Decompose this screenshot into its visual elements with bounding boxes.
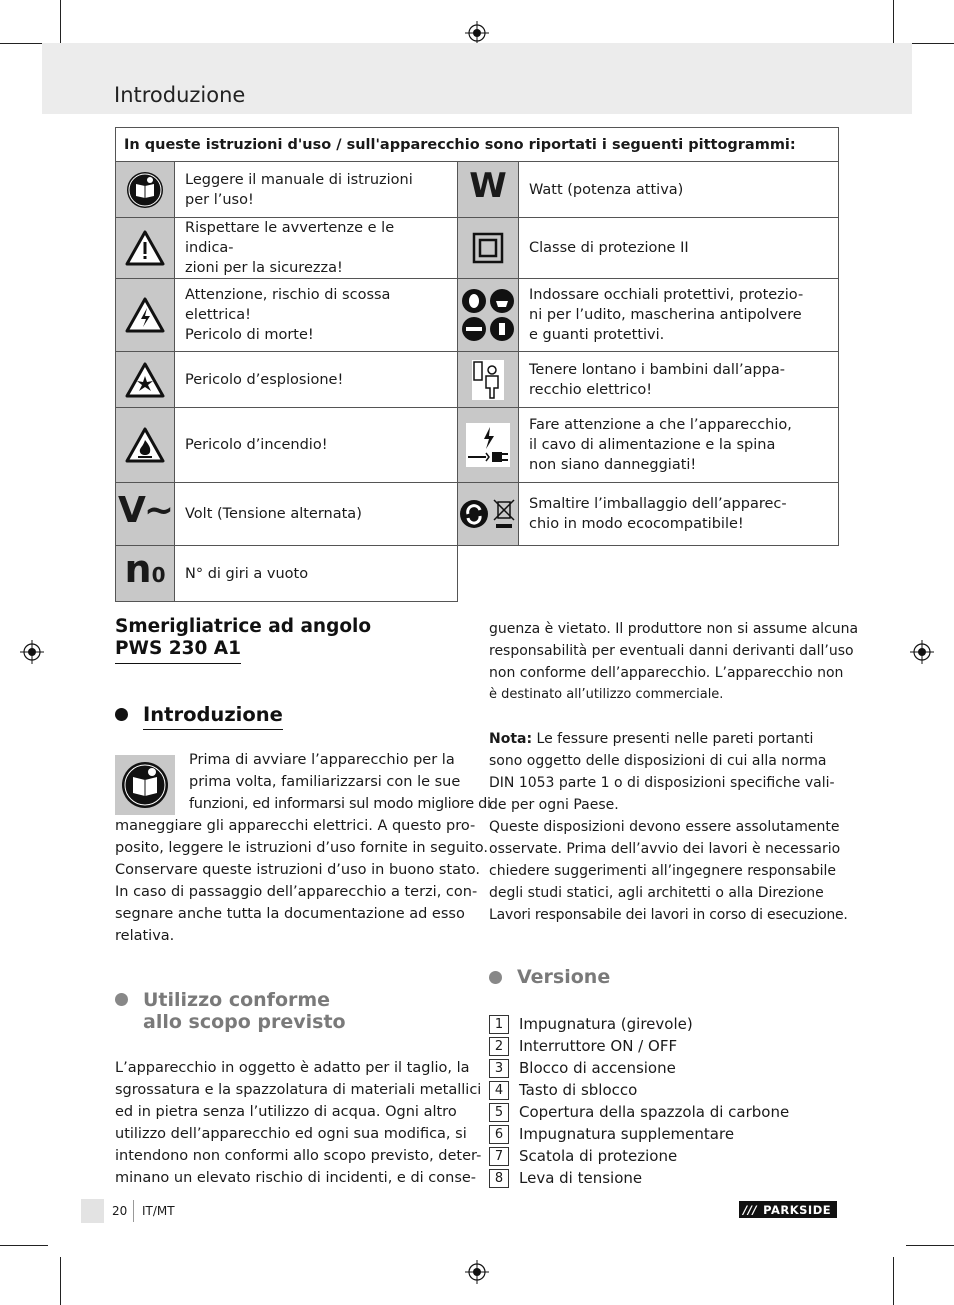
crop-mark — [906, 1245, 954, 1246]
note-text: Le fessure presenti nelle pareti portanti — [532, 731, 814, 747]
list-item — [489, 1167, 789, 1189]
item-label: Copertura della spazzola di carbone — [519, 1103, 790, 1121]
list-item — [489, 1035, 789, 1057]
table-row — [116, 546, 839, 602]
product-model: PWS 230 A1 — [115, 638, 241, 664]
right-line: Lavori responsabile dei lavori in corso di esecuzione. — [489, 907, 848, 923]
keep-children-away-icon — [458, 352, 519, 408]
crop-mark — [0, 43, 48, 44]
intro-line: prima volta, familiarizzarsi con le sue — [189, 774, 461, 790]
item-number: 4 — [489, 1081, 509, 1100]
intro-line: Prima di avviare l’apparecchio per la — [189, 752, 455, 768]
intended-use-line: L’apparecchio in oggetto è adatto per il taglio, la — [115, 1060, 470, 1076]
right-line: chiedere suggerimenti all’ingegnere responsabile — [489, 863, 837, 879]
parkside-logo — [739, 1201, 837, 1218]
language-code: IT/MT — [142, 1204, 175, 1218]
intro-line: posito, leggere le istruzioni d’uso fornite in seguito. — [115, 840, 488, 856]
intro-text — [115, 815, 488, 947]
pictogram-label: zioni per la sicurezza! — [185, 260, 343, 276]
pictogram-label: Tenere lontano i bambini dall’appa- — [529, 361, 786, 378]
crop-mark — [893, 1257, 894, 1305]
crop-mark — [60, 1257, 61, 1305]
pictogram-label: ni per l’udito, mascherina antipolvere — [529, 307, 802, 323]
item-label: Blocco di accensione — [519, 1059, 676, 1077]
crop-mark — [60, 0, 61, 48]
explosion-icon — [116, 352, 175, 408]
parts-list — [489, 1013, 789, 1189]
table-row — [116, 408, 839, 483]
intended-use-heading — [143, 989, 346, 1033]
right-line: osservate. Prima dell’avvio dei lavori è necessario — [489, 841, 841, 857]
product-title-line1: Smerigliatrice ad angolo — [115, 616, 372, 637]
item-number: 8 — [489, 1169, 509, 1188]
intro-line: relativa. — [115, 928, 175, 944]
intended-use-text — [115, 1057, 481, 1189]
intended-use-line: sgrossatura e la spazzolatura di materiali metallici — [115, 1082, 482, 1098]
right-line: sono oggetto delle disposizioni di cui alla norma — [489, 753, 827, 769]
pictogram-label: Indossare occhiali protettivi, protezio- — [529, 287, 804, 303]
pictogram-label: Smaltire l’imballaggio dell’apparec- — [529, 496, 787, 512]
list-item — [489, 1013, 789, 1035]
list-item — [489, 1057, 789, 1079]
table-heading: In queste istruzioni d'uso / sull'apparecchio sono riportati i seguenti pittogrammi: — [116, 128, 839, 162]
pictogram-label: il cavo di alimentazione e la spina — [529, 437, 776, 453]
pictogram-label: recchio elettrico! — [529, 381, 653, 398]
pictogram-label: Rispettare le avvertenze e le indica- — [185, 220, 395, 256]
fire-icon — [116, 408, 175, 483]
list-item — [489, 1101, 789, 1123]
intended-use-heading-line1: Utilizzo conforme — [143, 989, 331, 1011]
item-number: 1 — [489, 1015, 509, 1034]
intro-line: segnare anche tutta la documentazione ad esso — [115, 906, 465, 922]
item-label: Impugnatura (girevole) — [519, 1015, 693, 1033]
table-row — [116, 352, 839, 408]
list-item — [489, 1145, 789, 1167]
table-row — [116, 218, 839, 279]
note-label: Nota: — [489, 731, 533, 747]
footer-marker — [81, 1199, 104, 1223]
watt-symbol — [458, 162, 519, 218]
no-load-symbol-text: n — [124, 547, 152, 591]
intro-heading: Introduzione — [143, 703, 283, 730]
item-label: Impugnatura supplementare — [519, 1125, 735, 1143]
protection-class-ii-icon — [458, 218, 519, 279]
volt-ac-symbol — [116, 483, 175, 546]
registration-mark-icon — [465, 21, 489, 45]
intended-use-line: intendono non conformi allo scopo previsto, deter- — [115, 1148, 482, 1164]
intended-use-line: minano un elevato rischio di incidenti, e di conse- — [115, 1170, 477, 1186]
item-number: 2 — [489, 1037, 509, 1056]
registration-mark-icon — [910, 640, 934, 664]
right-line: Queste disposizioni devono essere assolutamente — [489, 819, 840, 835]
volt-symbol-text: V~ — [117, 489, 173, 531]
intro-line: funzioni, ed informarsi sul modo migliore di — [189, 796, 491, 812]
right-line: DIN 1053 parte 1 o di disposizioni specifiche vali- — [489, 775, 835, 791]
right-line: de per ogni Paese. — [489, 797, 619, 813]
page-title: Introduzione — [114, 83, 246, 107]
table-row — [116, 279, 839, 352]
crop-mark — [893, 0, 894, 48]
right-line: non conforme dell’apparecchio. L’apparecchio non — [489, 665, 844, 681]
intro-text-indented — [189, 749, 491, 815]
pictogram-label: Classe di protezione II — [529, 240, 689, 256]
pictogram-label: non siano danneggiati! — [529, 457, 697, 473]
item-number: 6 — [489, 1125, 509, 1144]
item-number: 3 — [489, 1059, 509, 1078]
logo-slashes: /// — [743, 1202, 758, 1217]
right-column-text — [489, 618, 858, 926]
bullet-icon — [489, 971, 502, 984]
footer-divider — [133, 1200, 134, 1222]
pictogram-label: Attenzione, rischio di scossa elettrica! — [185, 287, 391, 323]
electric-shock-icon — [116, 279, 175, 352]
watt-symbol-text: W — [469, 166, 507, 206]
item-label: Interruttore ON / OFF — [519, 1037, 678, 1055]
pictogram-label: Volt (Tensione alternata) — [185, 506, 362, 522]
list-item — [489, 1123, 789, 1145]
pictogram-label: e guanti protettivi. — [529, 327, 665, 343]
pictogram-label: per l’uso! — [185, 191, 254, 208]
pictogram-label: N° di giri a vuoto — [185, 565, 309, 582]
right-line: degli studi statici, agli architetti o alla Direzione — [489, 885, 824, 901]
intended-use-line: utilizzo dell’apparecchio ed ogni sua modifica, si — [115, 1126, 467, 1142]
item-label: Scatola di protezione — [519, 1147, 678, 1165]
item-number: 5 — [489, 1103, 509, 1122]
page-number: 20 — [112, 1204, 128, 1218]
no-load-speed-symbol — [116, 546, 175, 602]
recycling-icon — [458, 483, 519, 546]
item-number: 7 — [489, 1147, 509, 1166]
damaged-cable-icon — [458, 408, 519, 483]
read-manual-icon — [116, 162, 175, 218]
pictogram-label: Leggere il manuale di istruzioni — [185, 171, 413, 188]
logo-text: PARKSIDE — [763, 1202, 832, 1217]
intro-line: Conservare queste istruzioni d’uso in buono stato. — [115, 862, 480, 878]
warning-icon — [116, 218, 175, 279]
right-line: è destinato all’utilizzo commerciale. — [489, 687, 724, 702]
crop-mark — [906, 43, 954, 44]
pictogram-label: Watt (potenza attiva) — [529, 181, 684, 198]
pictogram-label: chio in modo ecocompatibile! — [529, 516, 744, 532]
pictogram-label: Pericolo d’incendio! — [185, 437, 328, 453]
pictogram-label: Pericolo d’esplosione! — [185, 371, 344, 388]
no-load-symbol-sub: 0 — [151, 563, 166, 587]
item-label: Tasto di sblocco — [519, 1081, 638, 1099]
product-title — [115, 616, 371, 664]
list-item — [489, 1079, 789, 1101]
intended-use-heading-line2: allo scopo previsto — [143, 1011, 346, 1033]
read-manual-icon — [115, 755, 175, 815]
right-line: guenza è vietato. Il produttore non si assume alcuna — [489, 621, 859, 637]
pictogram-label: Fare attenzione a che l’apparecchio, — [529, 417, 792, 433]
version-heading: Versione — [517, 966, 611, 988]
registration-mark-icon — [20, 640, 44, 664]
intro-line: maneggiare gli apparecchi elettrici. A questo pro- — [115, 818, 476, 834]
crop-mark — [0, 1245, 48, 1246]
intro-line: In caso di passaggio dell’apparecchio a terzi, con- — [115, 884, 478, 900]
table-row — [116, 483, 839, 546]
pictogram-table — [115, 127, 839, 602]
pictogram-label: Pericolo di morte! — [185, 327, 314, 343]
registration-mark-icon — [465, 1260, 489, 1284]
intended-use-line: ed in pietra senza l’utilizzo di acqua. Ogni altro — [115, 1104, 457, 1120]
right-line: responsabilità per eventuali danni derivanti dall’uso — [489, 643, 854, 659]
bullet-icon — [115, 708, 128, 721]
bullet-icon — [115, 993, 128, 1006]
item-label: Leva di tensione — [519, 1169, 643, 1187]
protective-equipment-icon — [458, 279, 519, 352]
table-row — [116, 162, 839, 218]
